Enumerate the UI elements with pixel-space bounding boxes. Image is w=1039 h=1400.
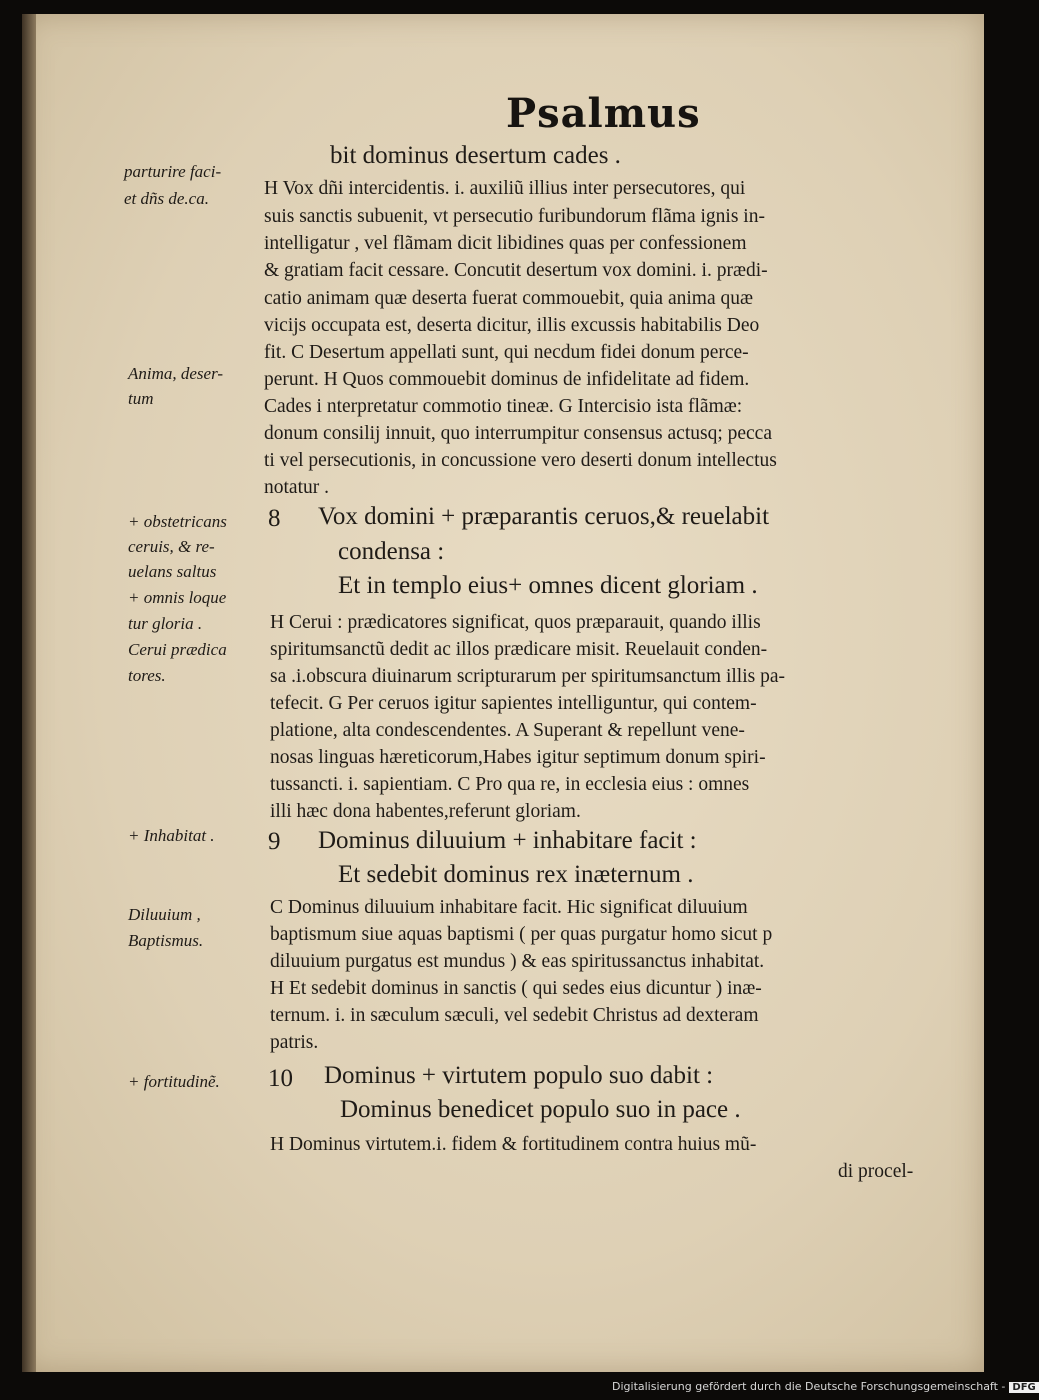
commentary-line: intelligatur , vel flãmam dicit libidines quas per confessionem — [264, 233, 747, 254]
verse-line: Vox domini + præparantis ceruos,& reuelabit — [318, 503, 770, 530]
commentary-line: platione, alta condescendentes. A Superant & repellunt vene- — [270, 720, 745, 741]
commentary-line: ti vel persecutionis, in concussione vero deserti donum intellectus — [264, 450, 777, 471]
commentary-line: fit. C Desertum appellati sunt, qui necdum fidei donum perce- — [264, 342, 749, 363]
verse-number: 10 — [268, 1065, 293, 1092]
margin-note: et dñs de.ca. — [124, 189, 209, 208]
margin-note: ceruis, & re- — [128, 537, 215, 556]
verse-number: 9 — [268, 828, 281, 855]
margin-note: Diluuium , — [128, 905, 201, 924]
credit-text: Digitalisierung gefördert durch die Deutsche Forschungsgemeinschaft - — [612, 1380, 1006, 1393]
margin-note: + omnis loque — [128, 588, 227, 607]
commentary-line: tefecit. G Per ceruos igitur sapientes intelliguntur, qui contem- — [270, 693, 757, 714]
catchword: di procel- — [838, 1161, 914, 1182]
margin-note: uelans saltus — [128, 562, 217, 581]
margin-note: + fortitudinẽ. — [128, 1072, 220, 1091]
commentary-line: nosas linguas hæreticorum,Habes igitur septimum donum spiri- — [270, 747, 766, 768]
commentary-line: ternum. i. in sæculum sæculi, vel sedebit Christus ad dexteram — [270, 1005, 759, 1026]
verse-line: Dominus benedicet populo suo in pace . — [340, 1096, 741, 1123]
commentary-line: H Cerui : prædicatores significat, quos præparauit, quando illis — [270, 612, 761, 633]
verse-line: Et in templo eius+ omnes dicent gloriam . — [338, 572, 758, 599]
margin-note: parturire faci- — [124, 162, 222, 181]
verse-line: bit dominus desertum cades . — [330, 142, 621, 169]
commentary-line: tussancti. i. sapientiam. C Pro qua re, in ecclesia eius : omnes — [270, 774, 750, 795]
verse-line: Dominus diluuium + inhabitare facit : — [318, 827, 697, 854]
commentary-line: notatur . — [264, 477, 329, 498]
verse-number: 8 — [268, 505, 281, 532]
commentary-line: patris. — [270, 1032, 319, 1053]
commentary-line: diluuium purgatus est mundus ) & eas spiritussanctus inhabitat. — [270, 951, 765, 972]
digitization-credit — [612, 1380, 1039, 1393]
dfg-logo: DFG — [1009, 1382, 1038, 1393]
margin-note: tum — [128, 389, 154, 408]
verse-line: condensa : — [338, 538, 445, 565]
commentary-line: baptismum siue aquas baptismi ( per quas purgatur homo sicut p — [270, 924, 773, 945]
running-head: Psalmus — [506, 90, 701, 137]
commentary-line: vicijs occupata est, deserta dicitur, illis excussis habitabilis Deo — [264, 315, 760, 336]
commentary-line: & gratiam facit cessare. Concutit desertum vox domini. i. prædi- — [264, 260, 768, 281]
verse-line: Dominus + virtutem populo suo dabit : — [324, 1062, 714, 1089]
margin-note: + Inhabitat . — [128, 826, 215, 845]
margin-note: Anima, deser- — [128, 364, 224, 383]
margin-note: Baptismus. — [128, 931, 204, 950]
margin-note: Cerui prædica — [128, 640, 227, 659]
commentary-line: donum consilij innuit, quo interrumpitur consensus actusq; pecca — [264, 423, 772, 444]
commentary-line: H Vox dñi intercidentis. i. auxiliũ illius inter persecutores, qui — [264, 178, 746, 199]
margin-note: tur gloria . — [128, 614, 203, 633]
commentary-line: suis sanctis subuenit, vt persecutio furibundorum flãma ignis in- — [264, 206, 765, 227]
commentary-line: spiritumsanctũ dedit ac illos prædicare misit. Reuelauit conden- — [270, 639, 768, 660]
commentary-line: H Dominus virtutem.i. fidem & fortitudinem contra huius mũ- — [270, 1134, 757, 1155]
commentary-line: Cades i nterpretatur commotio tineæ. G Intercisio ista flãmæ: — [264, 396, 743, 417]
commentary-line: illi hæc dona habentes,referunt gloriam. — [270, 801, 581, 822]
margin-note: tores. — [128, 666, 166, 685]
commentary-line: catio animam quæ deserta fuerat commouebit, quia anima quæ — [264, 288, 753, 309]
commentary-line: C Dominus diluuium inhabitare facit. Hic significat diluuium — [270, 897, 748, 918]
page-gutter — [22, 14, 36, 1372]
commentary-line: perunt. H Quos commouebit dominus de infidelitate ad fidem. — [264, 369, 750, 390]
commentary-line: sa .i.obscura diuinarum scripturarum per spiritumsanctum illis pa- — [270, 666, 786, 687]
margin-note: + obstetricans — [128, 512, 227, 531]
commentary-line: H Et sedebit dominus in sanctis ( qui sedes eius dicuntur ) inæ- — [270, 978, 762, 999]
verse-line: Et sedebit dominus rex inæternum . — [338, 861, 694, 888]
